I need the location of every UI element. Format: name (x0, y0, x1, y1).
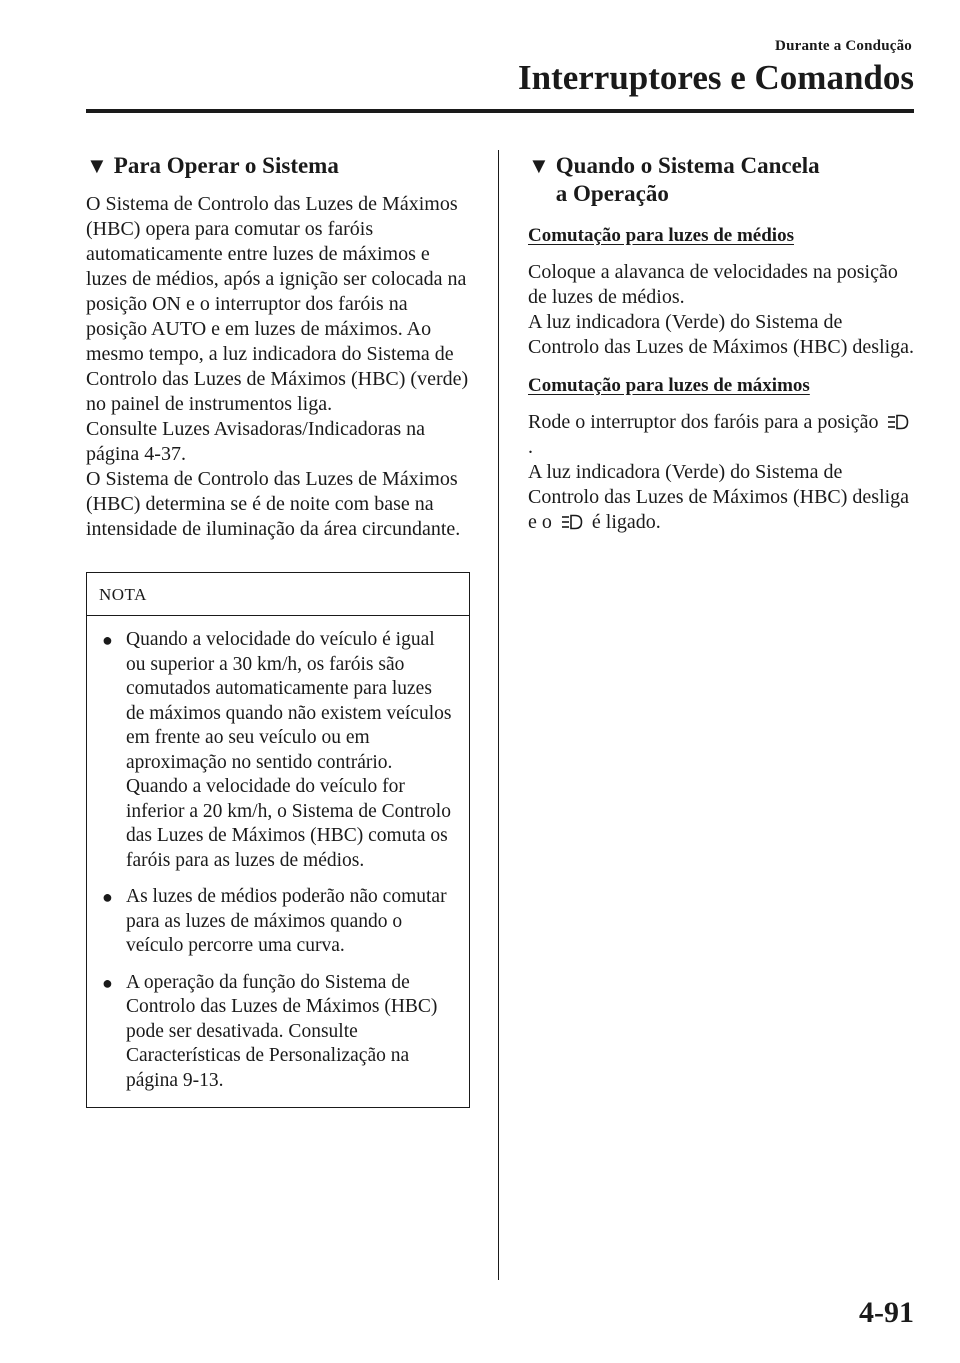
section-heading-operate: ▼ Para Operar o Sistema (86, 153, 339, 178)
subheading-high-beam: Comutação para luzes de máximos (528, 375, 810, 396)
paragraph: A luz indicadora (Verde) do Sistema de Controlo das Luzes de Máximos (HBC) desliga. (528, 311, 915, 358)
paragraph: O Sistema de Controlo das Luzes de Máximos (HBC) determina se é de noite com base na intensidade de iluminação da área circundante. (86, 468, 461, 540)
bullet-icon: ● (102, 972, 113, 993)
triangle-down-icon: ▼ (528, 153, 550, 178)
left-column (86, 152, 470, 1108)
note-item: ● Quando a velocidade do veículo é igual ou superior a 30 km/h, os faróis são comutados automaticamente para luzes de máximos quando não existem veículos em frente ao seu veículo ou em aproximação no sentido contrário. Quando a velocidade do veículo for inferior a 20 km/h, o Sistema de Controlo das Luzes de Máximos (HBC) comuta os faróis para as luzes de médios. (102, 629, 452, 871)
triangle-down-icon: ▼ (86, 153, 108, 178)
subheading-low-beam: Comutação para luzes de médios (528, 225, 794, 246)
running-header-section: Durante a Condução (775, 38, 912, 54)
paragraph: Coloque a alavanca de velocidades na posição de luzes de médios. (528, 261, 898, 308)
running-header-title: Interruptores e Comandos (517, 58, 914, 97)
right-column (528, 152, 918, 535)
header-rule (86, 109, 914, 113)
paragraph: Rode o interruptor dos faróis para a posição . A luz indicadora (Verde) do Sistema de Controlo das Luzes de Máximos (HBC) desliga e o é ligado. (528, 411, 910, 533)
high-beam-icon (887, 414, 909, 430)
bullet-icon: ● (102, 887, 113, 907)
note-item: ● A operação da função do Sistema de Controlo das Luzes de Máximos (HBC) pode ser desativada. Consulte Características de Personalização na página 9-13. (102, 971, 438, 1091)
note-title: NOTA (87, 573, 469, 616)
page-number: 4-91 (859, 1296, 914, 1329)
paragraph: Consulte Luzes Avisadoras/Indicadoras na página 4-37. (86, 418, 425, 465)
section-heading-cancel: ▼ Quando o Sistema Cancela a Operação (528, 153, 820, 206)
bullet-icon: ● (102, 630, 113, 650)
paragraph: O Sistema de Controlo das Luzes de Máximos (HBC) opera para comutar os faróis automaticamente entre luzes de máximos e luzes de médios, após a ignição ser colocada na posição ON e o interruptor dos faróis na posição AUTO e em luzes de máximos. Ao mesmo tempo, a luz indicadora do Sistema de Controlo das Luzes de Máximos (HBC) (verde) no painel de instrumentos liga. (86, 193, 469, 415)
note-item: ● As luzes de médios poderão não comutar para as luzes de máximos quando o veículo percorre uma curva. (102, 886, 447, 956)
high-beam-icon (561, 514, 583, 530)
note-list (87, 616, 469, 1107)
note-box (86, 572, 470, 1108)
column-divider (498, 150, 499, 1280)
